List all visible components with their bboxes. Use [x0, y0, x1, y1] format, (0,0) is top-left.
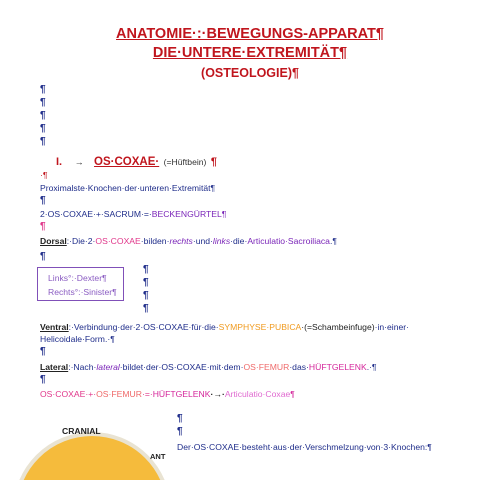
- text-run: ·die·: [230, 236, 248, 246]
- text-run: links: [212, 236, 231, 246]
- text-run: ·(=Schambeinfuge): [301, 322, 375, 332]
- paragraph-mark: ¶: [143, 303, 149, 314]
- doc-title-line-2: DIE·UNTERE·EXTREMITÄT¶: [152, 45, 348, 61]
- text-run: ·bilden·: [140, 236, 170, 246]
- text-run: HÜFTGELENK: [308, 362, 367, 372]
- paragraph-mark: ¶: [177, 426, 183, 437]
- label-dorsal: Dorsal: [40, 236, 67, 246]
- text-lateral: [40, 362, 377, 372]
- text-beckenguertel: [40, 209, 226, 219]
- arrow-icon: ·→·: [210, 389, 225, 399]
- heading-mark: ¶: [210, 156, 217, 168]
- bone-illustration: [13, 432, 171, 480]
- tab-arrow-icon: →: [74, 157, 84, 167]
- label-ant: ANT: [150, 452, 166, 461]
- section-heading: [56, 152, 217, 170]
- text-run: OS·COXAE·+·: [40, 389, 97, 399]
- text-run: Articulatio·Coxae: [224, 389, 291, 399]
- text-run: rechts: [169, 236, 193, 246]
- text-run: ·und·: [192, 236, 213, 246]
- text-run: :·Die·2·: [66, 236, 96, 246]
- text-run: Articulatio·Sacroiliaca: [247, 236, 330, 246]
- text-run: OS·COXAE: [95, 236, 141, 246]
- paragraph-mark: ¶: [143, 290, 149, 301]
- paragraph-mark: ¶: [40, 97, 46, 108]
- text-run: ·bildet·der·OS·COXAE·mit·dem·: [119, 362, 244, 372]
- text-run: :·Nach·: [68, 362, 97, 372]
- paragraph-mark: ¶: [40, 84, 46, 95]
- label-ventral: Ventral: [40, 322, 69, 332]
- side-note-box: [37, 267, 124, 301]
- paragraph-mark: ¶: [40, 195, 46, 206]
- text-run: SYMPHYSE·PUBICA: [218, 322, 302, 332]
- text-run: ·in·einer·: [374, 322, 409, 332]
- paragraph-mark: ¶: [40, 374, 46, 385]
- paragraph-mark: ¶: [40, 346, 46, 357]
- text-run: ·das·: [289, 362, 309, 372]
- paragraph-mark: ¶: [40, 110, 46, 121]
- text-proximal: Proximalste·Knochen·der·unteren·Extremität¶: [40, 183, 216, 193]
- label-lateral: Lateral: [40, 362, 69, 372]
- text-run: OS·FEMUR: [96, 389, 142, 399]
- text-run: lateral: [96, 362, 120, 372]
- text-run: .·¶: [366, 362, 377, 372]
- text-run: .¶: [329, 236, 337, 246]
- text-run: BECKENGÜRTEL¶: [151, 209, 227, 219]
- text-run: :·Verbindung·der·2·OS·COXAE·für·die·: [68, 322, 219, 332]
- dot-mark: ·¶: [40, 170, 48, 180]
- text-composition: Der·OS·COXAE·besteht·aus·der·Verschmelzung·von·3·Knochen:¶: [177, 442, 432, 452]
- side-note-right: Rechts°:·Sinister¶: [48, 287, 117, 297]
- text-dorsal: [40, 236, 337, 246]
- doc-title-line-3: (OSTEOLOGIE)¶: [201, 66, 299, 80]
- paragraph-mark: ¶: [177, 413, 183, 424]
- label-cranial: CRANIAL: [62, 426, 101, 436]
- paragraph-mark: ¶: [40, 123, 46, 134]
- text-run: ¶: [290, 389, 295, 399]
- paragraph-mark: ¶: [143, 264, 149, 275]
- text-hueftgelenk: [40, 389, 295, 399]
- heading-number: I.: [56, 156, 63, 168]
- text-run: OS·FEMUR: [243, 362, 290, 372]
- text-ventral-cont: Helicoidale·Form.·¶: [40, 334, 115, 344]
- heading-title: OS·COXAE·: [94, 156, 160, 168]
- text-run: ·=·: [141, 389, 153, 399]
- paragraph-mark: ¶: [40, 136, 46, 147]
- text-run: HÜFTGELENK: [152, 389, 211, 399]
- paragraph-mark: ¶: [40, 221, 46, 232]
- heading-subtitle: (=Hüftbein): [163, 157, 207, 167]
- doc-title-line-1: ANATOMIE·:·BEWEGUNGS-APPARAT¶: [116, 26, 384, 42]
- text-ventral: [40, 322, 409, 332]
- paragraph-mark: ¶: [40, 251, 46, 262]
- text-run: 2·OS·COXAE·+·SACRUM·=·: [40, 209, 152, 219]
- paragraph-mark: ¶: [143, 277, 149, 288]
- side-note-left: Links°:·Dexter¶: [48, 273, 107, 283]
